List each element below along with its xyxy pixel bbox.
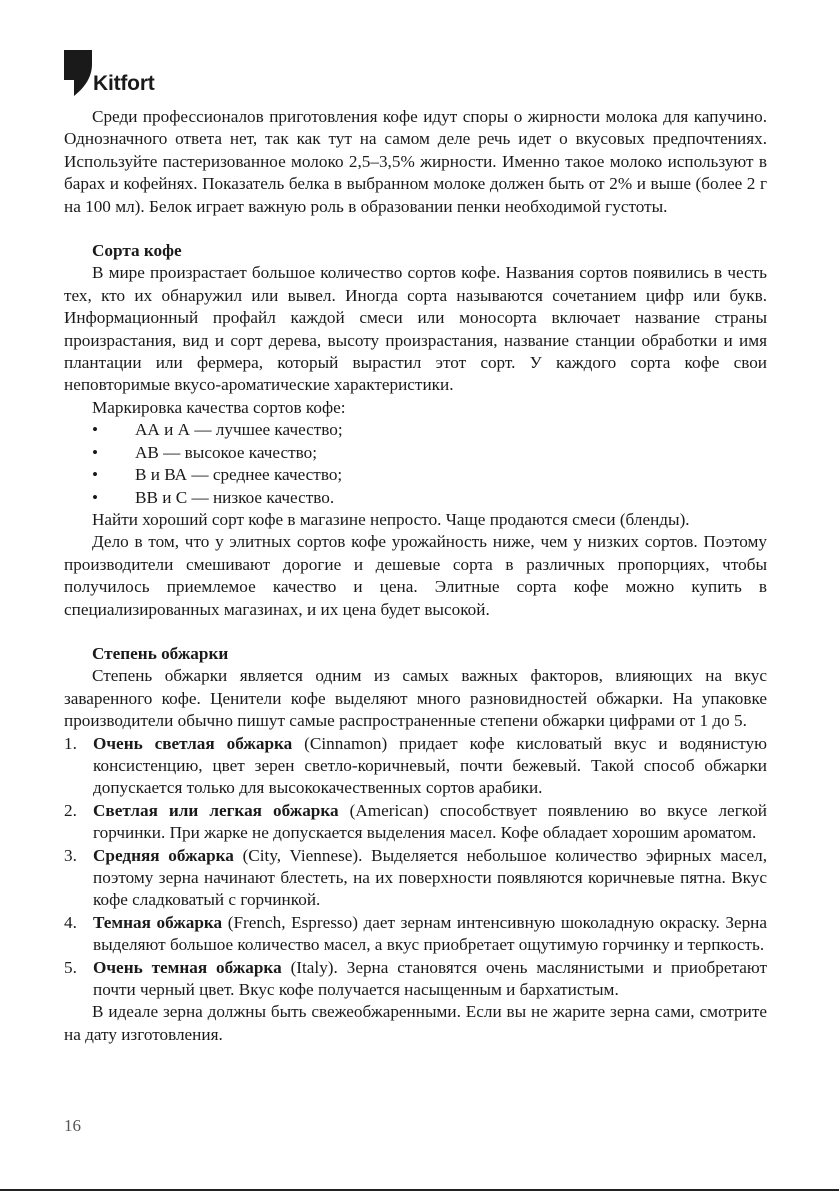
list-item [64, 442, 767, 464]
list-item-text: АВ — высокое качество; [135, 442, 317, 462]
page-content [64, 106, 767, 1046]
roast-item-title: Очень светлая обжарка [93, 733, 293, 753]
brand-name: Kitfort [93, 72, 155, 95]
intro-paragraph: Среди профессионалов приготовления кофе идут споры о жирности молока для капучино. Однозначного ответа нет, так как тут на самом деле речь идет о вкусовых предпочтениях. Используйте пастеризованное молоко 2,5–3,5% жирности. Именно такое молоко используют в барах и кофейнях. Показатель белка в выбранном молоке должен быть от 2% и выше (более 2 г на 100 мл). Белок играет важную роль в образовании пенки необходимой густоты. [64, 107, 767, 216]
roast-item-text: (Cinnamon) придает кофе кисловатый вкус и водянистую консистенцию, цвет зерен светло-коричневый, почти бежевый. Такой способ обжарки допускается только для высококачественных сортов арабики. [93, 733, 767, 798]
section-heading-varieties: Сорта кофе [92, 241, 182, 261]
roast-paragraph-2: В идеале зерна должны быть свежеобжаренными. Если вы не жарите зерна сами, смотрите на дату изготовления. [64, 1002, 767, 1044]
roast-item [64, 957, 767, 1002]
roast-list [64, 733, 767, 1002]
page-number: 16 [64, 1116, 81, 1135]
roast-item-text: (City, Viennese). Выделяется небольшое количество эфирных масел, поэтому зерна начинают блестеть, на их поверхности появляются коричневые пятна. Вкус кофе сладковатый с горчинкой. [93, 845, 768, 910]
marking-paragraph: Маркировка качества сортов кофе: [92, 397, 346, 417]
roast-item-number: 2. [64, 800, 77, 820]
quality-list [64, 419, 767, 509]
bullet-icon: • [92, 420, 99, 440]
roast-item-number: 5. [64, 957, 77, 977]
list-item [64, 419, 767, 441]
roast-item-text: (Italy). Зерна становятся очень маслянистыми и приобретают почти черный цвет. Вкус кофе получается насыщенным и бархатистым. [93, 957, 767, 1000]
roast-item-title: Очень темная обжарка [93, 957, 282, 977]
roast-item-title: Средняя обжарка [93, 845, 234, 865]
kitfort-logo [64, 50, 194, 98]
varieties-paragraph-1: В мире произрастает большое количество сортов кофе. Названия сортов появились в честь тех, кто их обнаружил или вывел. Иногда сорта называются сочетанием цифр или букв. Информационный профайл каждой смеси или моносорта включает название страны произрастания, вид и сорт дерева, высоту произрастания, название станции обработки и имя плантации или фермера, который вырастил этот сорт. У каждого сорта кофе свои неповторимые вкусо-ароматические характеристики. [64, 263, 767, 395]
list-item [64, 487, 767, 509]
roast-paragraph-1: Степень обжарки является одним из самых важных факторов, влияющих на вкус заваренного кофе. Ценители кофе выделяют много разновидностей обжарки. На упаковке производители обычно пишут самые распространенные степени обжарки цифрами от 1 до 5. [64, 666, 767, 731]
roast-item-number: 4. [64, 912, 77, 932]
list-item-text: ВВ и С — низкое качество. [135, 487, 335, 507]
bullet-icon: • [92, 442, 99, 462]
list-item-text: В и ВА — среднее качество; [135, 465, 343, 485]
roast-item [64, 912, 767, 957]
bullet-icon: • [92, 465, 99, 485]
roast-item [64, 733, 767, 800]
roast-item [64, 800, 767, 845]
roast-item [64, 845, 767, 912]
varieties-paragraph-3: Дело в том, что у элитных сортов кофе урожайность ниже, чем у низких сортов. Поэтому производители смешивают дорогие и дешевые сорта в различных пропорциях, чтобы получилось приемлемое качество и цена. Элитные сорта кофе можно купить в специализированных магазинах, и их цена будет высокой. [64, 532, 767, 619]
roast-item-text: (French, Espresso) дает зернам интенсивную шоколадную окраску. Зерна выделяют большое количество масел, а вкус приобретает ощутимую горчинку и терпкость. [93, 912, 767, 955]
bullet-icon: • [92, 487, 99, 507]
list-item [64, 464, 767, 486]
roast-item-title: Светлая или легкая обжарка [93, 800, 339, 820]
roast-item-number: 3. [64, 845, 77, 865]
roast-item-text: (American) способствует появлению во вкусе легкой горчинки. При жарке не допускается выделения масел. Кофе обладает хорошим ароматом. [93, 800, 768, 843]
roast-item-title: Темная обжарка [93, 912, 223, 932]
kitfort-logo-mark-icon [64, 50, 92, 96]
bottom-divider [0, 1189, 839, 1191]
list-item-text: АА и А — лучшее качество; [135, 420, 343, 440]
roast-item-number: 1. [64, 733, 77, 753]
varieties-paragraph-2: Найти хороший сорт кофе в магазине непросто. Чаще продаются смеси (бленды). [92, 509, 690, 529]
section-heading-roast: Степень обжарки [92, 643, 229, 663]
